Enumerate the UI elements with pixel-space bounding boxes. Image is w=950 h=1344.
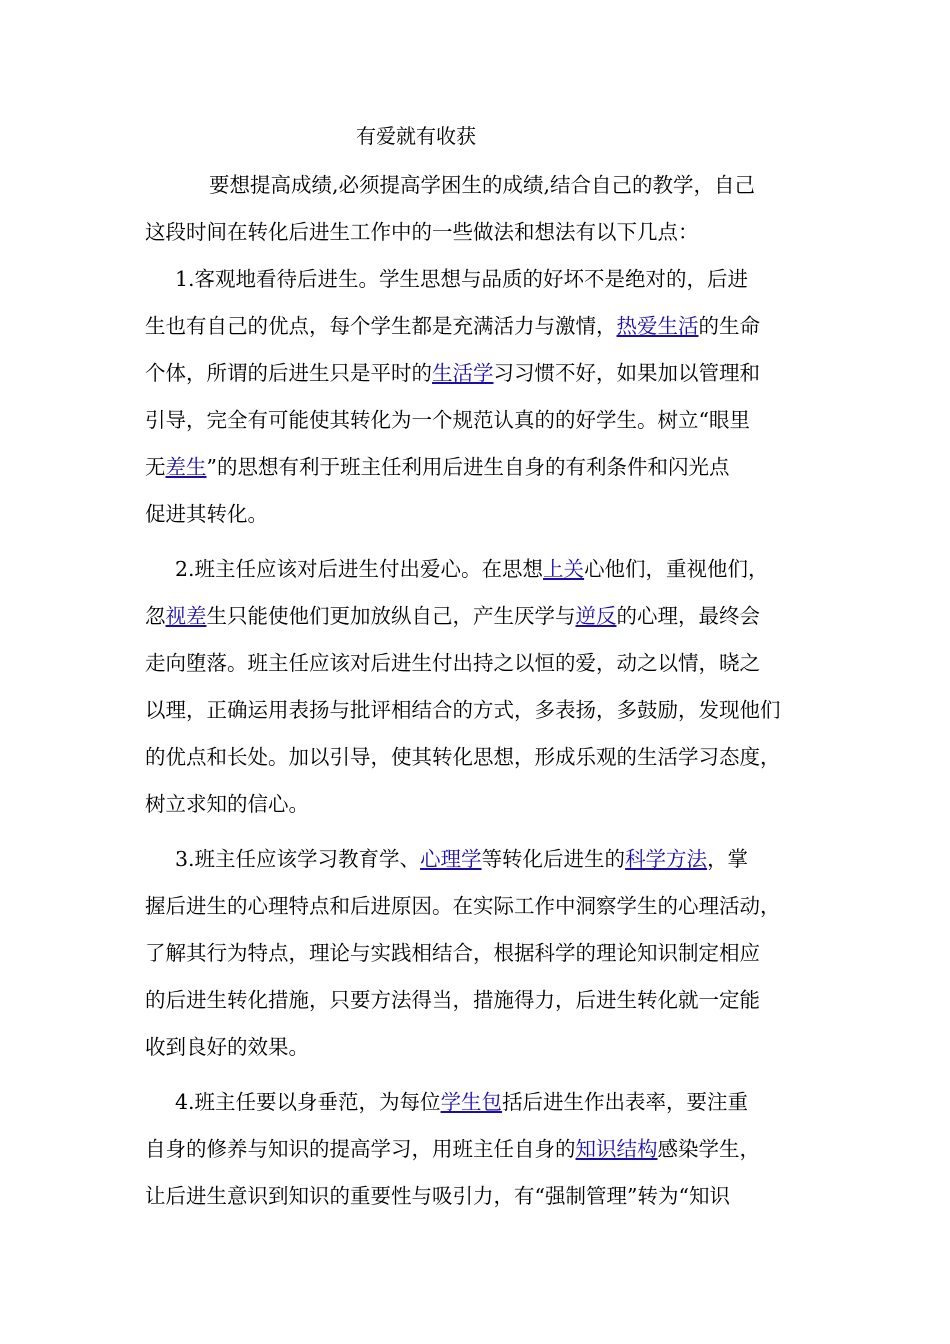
paragraph-3-line: 的后进生转化措施，只要方法得当，措施得力，后进生转化就一定能	[145, 988, 760, 1012]
text-run: 3.班主任应该学习教育学、	[175, 847, 421, 871]
link-shangguan[interactable]: 上关	[543, 557, 585, 581]
text-run: 4.班主任要以身垂范，为每位	[175, 1090, 441, 1114]
text-run: 生也有自己的优点，每个学生都是充满活力与激情，	[145, 314, 617, 338]
text-run: 习习惯不好，如果加以管理和	[493, 361, 760, 385]
intro-line: 要想提高成绩,必须提高学困生的成绩,结合自己的教学，自己	[209, 173, 756, 197]
paragraph-2-line	[145, 546, 815, 593]
link-knowledge-structure[interactable]: 知识结构	[575, 1137, 658, 1161]
paragraph-4-line	[145, 1126, 815, 1173]
text-run: 无	[145, 455, 166, 479]
paragraph-3-line: 握后进生的心理特点和后进原因。在实际工作中洞察学生的心理活动，	[145, 894, 781, 918]
link-rebellious[interactable]: 逆反	[575, 604, 617, 628]
text-run: 感染学生，	[657, 1137, 760, 1161]
text-run: 的生命	[698, 314, 760, 338]
link-love-life[interactable]: 热爱生活	[616, 314, 699, 338]
text-run: 忽	[145, 604, 166, 628]
paragraph-1-line	[145, 444, 815, 491]
paragraph-gap	[145, 828, 815, 836]
text-run: 心他们，重视他们，	[584, 557, 769, 581]
text-run: 括后进生作出表率，要注重	[502, 1090, 749, 1114]
paragraph-1-line: 引导，完全有可能使其转化为一个规范认真的的好学生。树立“眼里	[145, 408, 750, 432]
paragraph-3-line: 收到良好的效果。	[145, 1035, 309, 1059]
paragraph-1-line: 1.客观地看待后进生。学生思想与品质的好坏不是绝对的，后进	[175, 267, 749, 291]
paragraph-gap	[145, 1071, 815, 1079]
paragraph-2-line	[145, 593, 815, 640]
paragraph-gap	[145, 538, 815, 546]
paragraph-1-line	[145, 350, 815, 397]
link-scientific-method[interactable]: 科学方法	[625, 847, 708, 871]
text-run: 的心理，最终会	[616, 604, 760, 628]
link-life-study[interactable]: 生活学	[432, 361, 494, 385]
document-body	[145, 162, 815, 1220]
intro-line: 这段时间在转化后进生工作中的一些做法和想法有以下几点：	[145, 220, 699, 244]
link-psychology[interactable]: 心理学	[420, 847, 482, 871]
link-shicha[interactable]: 视差	[165, 604, 207, 628]
link-poor-student[interactable]: 差生	[165, 455, 207, 479]
paragraph-1-line: 促进其转化。	[145, 502, 268, 526]
document-title: 有爱就有收获	[356, 124, 476, 148]
paragraph-2-line: 树立求知的信心。	[145, 792, 309, 816]
link-student-bag[interactable]: 学生包	[440, 1090, 503, 1114]
paragraph-4-line	[145, 1079, 815, 1126]
paragraph-2-line: 以理，正确运用表扬与批评相结合的方式，多表扬，多鼓励，发现他们	[145, 698, 781, 722]
text-run: 自身的修养与知识的提高学习，用班主任自身的	[145, 1137, 576, 1161]
paragraph-4-line: 让后进生意识到知识的重要性与吸引力，有“强制管理”转为“知识	[145, 1184, 730, 1208]
paragraph-1-line	[145, 303, 815, 350]
text-run: 生只能使他们更加放纵自己，产生厌学与	[206, 604, 576, 628]
text-run: 2.班主任应该对后进生付出爱心。在思想	[175, 557, 544, 581]
text-run: ，掌	[707, 847, 749, 871]
paragraph-2-line: 的优点和长处。加以引导，使其转化思想，形成乐观的生活学习态度，	[145, 745, 781, 769]
text-run: 个体，所谓的后进生只是平时的	[145, 361, 432, 385]
paragraph-3-line	[145, 836, 815, 883]
text-run: 等转化后进生的	[481, 847, 626, 871]
paragraph-3-line: 了解其行为特点，理论与实践相结合，根据科学的理论知识制定相应	[145, 941, 760, 965]
text-run: ”的思想有利于班主任利用后进生自身的有利条件和闪光点	[206, 455, 730, 479]
paragraph-2-line: 走向堕落。班主任应该对后进生付出持之以恒的爱，动之以情，晓之	[145, 651, 760, 675]
